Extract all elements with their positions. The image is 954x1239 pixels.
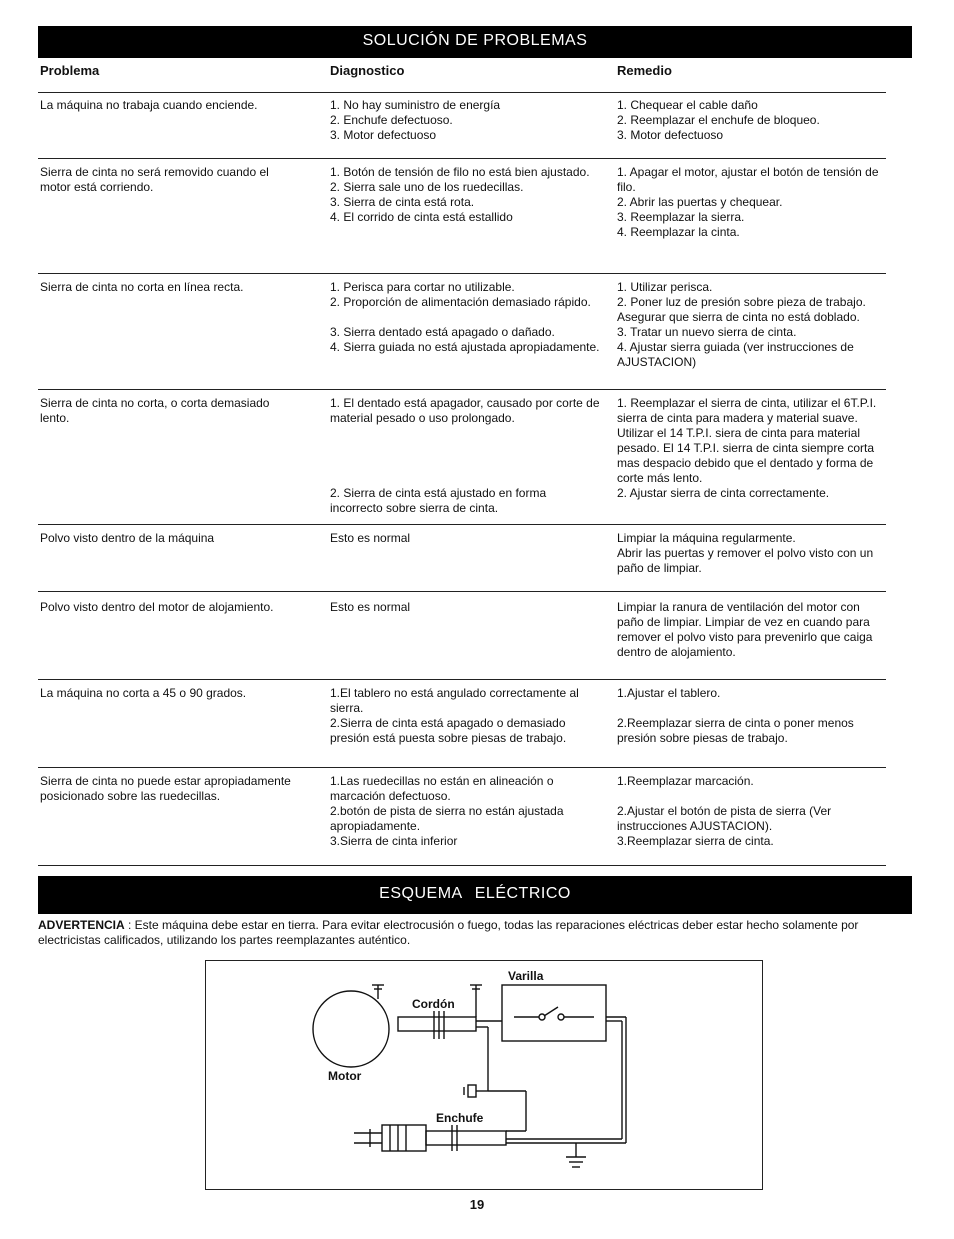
- diagnosis-item: 2. Enchufe defectuoso.: [330, 113, 453, 127]
- problem-cell: [40, 98, 298, 113]
- row-divider: [38, 273, 886, 274]
- remedy-item: 1.Ajustar el tablero.: [617, 686, 721, 700]
- remedy-item: 2. Ajustar sierra de cinta correctamente.: [617, 486, 830, 500]
- problem-cell: [40, 280, 298, 295]
- diagnosis-item: 2. Sierra de cinta está ajustado en forma incorrecto sobre sierra de cinta.: [330, 486, 547, 515]
- diagnosis-item: Esto es normal: [330, 531, 411, 545]
- remedy-item: 1.Reemplazar marcación.: [617, 774, 754, 788]
- problem-text: La máquina no trabaja cuando enciende.: [40, 98, 258, 112]
- problem-cell: [40, 774, 298, 804]
- wiring-diagram-title: ESQUEMA ELÉCTRICO: [379, 885, 571, 902]
- remedy-item: 4. Reemplazar la cinta.: [617, 225, 740, 239]
- diagnosis-item: 1. Botón de tensión de filo no está bien ajustado.: [330, 165, 590, 179]
- column-header-diagnosis: Diagnostico: [330, 63, 405, 78]
- diagnosis-cell: [330, 396, 600, 516]
- diagnosis-cell: [330, 280, 600, 355]
- wiring-diagram-header: [38, 876, 912, 914]
- diagnosis-item: 4. El corrido de cinta está estallido: [330, 210, 513, 224]
- row-divider: [38, 767, 886, 768]
- motor-label: Motor: [328, 1069, 362, 1083]
- remedy-item: 3. Reemplazar la sierra.: [617, 210, 745, 224]
- remedy-item: 2. Abrir las puertas y chequear.: [617, 195, 783, 209]
- remedy-item: 3. Motor defectuoso: [617, 128, 724, 142]
- warning-paragraph: [38, 918, 878, 948]
- problem-text: Sierra de cinta no puede estar apropiadamente posicionado sobre las ruedecillas.: [40, 774, 291, 803]
- diagnosis-item: 3.Sierra de cinta inferior: [330, 834, 458, 848]
- diagnosis-item: 1.El tablero no está angulado correctamente al sierra.: [330, 686, 579, 715]
- problem-cell: [40, 165, 298, 195]
- row-divider: [38, 389, 886, 390]
- diagnosis-cell: [330, 686, 600, 746]
- remedy-item: 1. Utilizar perisca.: [617, 280, 713, 294]
- remedy-item: Limpiar la máquina regularmente.: [617, 531, 796, 545]
- diagnosis-cell: [330, 98, 600, 143]
- remedy-cell: [617, 396, 886, 501]
- remedy-item: 1. Apagar el motor, ajustar el botón de tensión de filo.: [617, 165, 879, 194]
- diagnosis-item: 4. Sierra guiada no está ajustada apropiadamente.: [330, 340, 600, 354]
- diagnosis-cell: [330, 165, 600, 225]
- troubleshooting-title: SOLUCIÓN DE PROBLEMAS: [362, 32, 588, 49]
- remedy-item: 2. Poner luz de presión sobre pieza de trabajo. Asegurar que sierra de cinta no está doblado.: [617, 295, 866, 324]
- remedy-item: 1. Chequear el cable daño: [617, 98, 758, 112]
- remedy-item: 4. Ajustar sierra guiada (ver instrucciones de AJUSTACION): [617, 340, 854, 369]
- problem-text: Sierra de cinta no corta en línea recta.: [40, 280, 244, 294]
- remedy-item: 1. Reemplazar el sierra de cinta, utilizar el 6T.P.I. sierra de cinta para madera y material suave. Utilizar el 14 T.P.I. siera de cinta para material pesado. El 14 T.P.I. sierra de cinta siempre corta mas despacio debido que el dentado y forma de corte más lento.: [617, 396, 877, 485]
- problem-cell: [40, 531, 298, 546]
- remedy-item: Abrir las puertas y remover el polvo visto con un paño de limpiar.: [617, 546, 874, 575]
- remedy-cell: [617, 280, 886, 370]
- plug-icon: [382, 1125, 426, 1151]
- remedy-cell: [617, 600, 886, 660]
- row-divider: [38, 591, 886, 592]
- problem-cell: [40, 396, 298, 426]
- diagnosis-item: 2. Proporción de alimentación demasiado rápido.: [330, 295, 591, 309]
- diagnosis-cell: [330, 600, 600, 615]
- cordon-label: Cordón: [412, 997, 455, 1011]
- switch-box-icon: [502, 985, 606, 1041]
- diagnosis-item: 1. No hay suministro de energía: [330, 98, 501, 112]
- enchufe-label: Enchufe: [436, 1111, 484, 1125]
- problem-text: Sierra de cinta no será removido cuando el motor está corriendo.: [40, 165, 269, 194]
- row-divider: [38, 158, 886, 159]
- problem-cell: [40, 686, 298, 701]
- diagnosis-item: 2.botón de pista de sierra no están ajustada apropiadamente.: [330, 804, 564, 833]
- diagnosis-item: 2.Sierra de cinta está apagado o demasiado presión está puesta sobre piesas de trabajo.: [330, 716, 567, 745]
- diagnosis-cell: [330, 774, 600, 849]
- warning-label: ADVERTENCIA: [38, 918, 125, 932]
- troubleshooting-header: [38, 26, 912, 58]
- diagnosis-item: 3. Motor defectuoso: [330, 128, 437, 142]
- row-divider: [38, 679, 886, 680]
- problem-text: Sierra de cinta no corta, o corta demasiado lento.: [40, 396, 270, 425]
- diagnosis-item: 2. Sierra sale uno de los ruedecillas.: [330, 180, 524, 194]
- diagnosis-item: 1.Las ruedecillas no están en alineación o marcación defectuoso.: [330, 774, 554, 803]
- wiring-diagram: [205, 960, 763, 1190]
- warning-text: : Este máquina debe estar en tierra. Para evitar electrocusión o fuego, todas las reparaciones eléctricas deber estar hecho solamente por electricistas calificados, utilizando los partes reemplazantes auténtico.: [38, 918, 859, 947]
- diagnosis-cell: [330, 531, 600, 546]
- remedy-item: 2.Reemplazar sierra de cinta o poner menos presión sobre piesas de trabajo.: [617, 716, 854, 745]
- remedy-cell: [617, 686, 886, 746]
- problem-text: La máquina no corta a 45 o 90 grados.: [40, 686, 247, 700]
- motor-icon: [313, 991, 389, 1067]
- diagnosis-item: 3. Sierra dentado está apagado o dañado.: [330, 325, 555, 339]
- remedy-item: Limpiar la ranura de ventilación del motor con paño de limpiar. Limpiar de vez en cuando para remover el polvo visto para prevenirlo que caiga dentro de alojamiento.: [617, 600, 873, 659]
- column-header-problem: Problema: [40, 63, 100, 78]
- remedy-cell: [617, 531, 886, 576]
- remedy-item: 2. Reemplazar el enchufe de bloqueo.: [617, 113, 820, 127]
- remedy-item: 3.Reemplazar sierra de cinta.: [617, 834, 774, 848]
- row-divider: [38, 524, 886, 525]
- diagnosis-item: 1. El dentado está apagador, causado por corte de material pesado o uso prolongado.: [330, 396, 600, 425]
- column-header-remedy: Remedio: [617, 63, 672, 78]
- varilla-label: Varilla: [508, 969, 544, 983]
- row-divider: [38, 92, 886, 93]
- remedy-item: 2.Ajustar el botón de pista de sierra (Ver instrucciones AJUSTACION).: [617, 804, 832, 833]
- remedy-cell: [617, 774, 886, 849]
- problem-text: Polvo visto dentro del motor de alojamiento.: [40, 600, 274, 614]
- page-number: 19: [469, 1197, 485, 1212]
- problem-cell: [40, 600, 298, 615]
- remedy-cell: [617, 165, 886, 240]
- problem-text: Polvo visto dentro de la máquina: [40, 531, 215, 545]
- plug-cord-icon: [426, 1131, 506, 1145]
- remedy-item: 3. Tratar un nuevo sierra de cinta.: [617, 325, 797, 339]
- diagnosis-item: Esto es normal: [330, 600, 411, 614]
- remedy-cell: [617, 98, 886, 143]
- cord-icon: [398, 1017, 476, 1031]
- wiring-schematic: [206, 961, 762, 1189]
- diagnosis-item: 1. Perisca para cortar no utilizable.: [330, 280, 515, 294]
- diagnosis-item: 3. Sierra de cinta está rota.: [330, 195, 475, 209]
- row-divider: [38, 865, 886, 866]
